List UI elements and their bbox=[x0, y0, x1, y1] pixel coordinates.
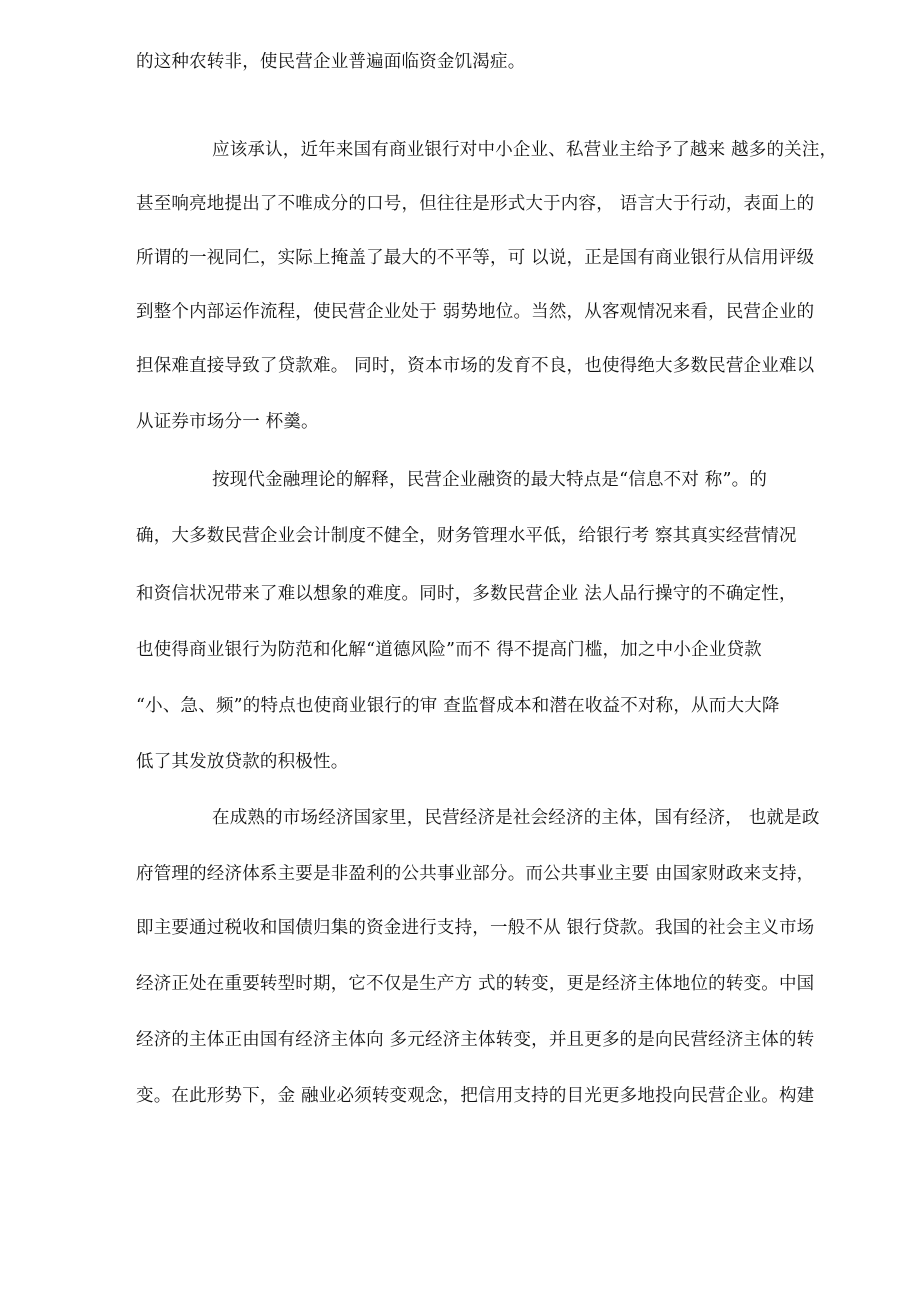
text-line-1: 的这种农转非，使民营企业普遍面临资金饥渴症。 bbox=[136, 52, 526, 72]
text-line-7: 从证券市场分一 杯羹。 bbox=[136, 412, 319, 432]
text-line-12: “小、急、频”的特点也使商业银行的审 查监督成本和潜在收益不对称，从而大大降 bbox=[136, 696, 780, 716]
text-line-4: 所谓的一视同仁，实际上掩盖了最大的不平等，可 以说，正是国有商业银行从信用评级 bbox=[136, 248, 815, 268]
text-line-17: 经济正处在重要转型时期，它不仅是生产方 式的转变，更是经济主体地位的转变。中国 bbox=[136, 974, 815, 994]
text-line-6: 担保难直接导致了贷款难。 同时，资本市场的发育不良，也使得绝大多数民营企业难以 bbox=[136, 356, 815, 376]
text-line-9: 确，大多数民营企业会计制度不健全，财务管理水平低，给银行考 察其真实经营情况 bbox=[136, 526, 797, 546]
text-line-14: 在成熟的市场经济国家里，民营经济是社会经济的主体，国有经济， 也就是政 bbox=[212, 808, 820, 828]
text-line-3: 甚至响亮地提出了不唯成分的口号，但往往是形式大于内容， 语言大于行动，表面上的 bbox=[136, 194, 815, 214]
text-line-11: 也使得商业银行为防范和化解“道德风险”而不 得不提高门槛，加之中小企业贷款 bbox=[136, 640, 762, 660]
text-line-19: 变。在此形势下，金 融业必须转变观念，把信用支持的目光更多地投向民营企业。构建 bbox=[136, 1086, 815, 1106]
text-line-5: 到整个内部运作流程，使民营企业处于 弱势地位。当然，从客观情况来看，民营企业的 bbox=[136, 302, 815, 322]
text-line-10: 和资信状况带来了难以想象的难度。同时，多数民营企业 法人品行操守的不确定性， bbox=[136, 584, 797, 604]
text-line-18: 经济的主体正由国有经济主体向 多元经济主体转变，并且更多的是向民营经济主体的转 bbox=[136, 1030, 815, 1050]
text-line-2: 应该承认，近年来国有商业银行对中小企业、私营业主给予了越来 越多的关注， bbox=[212, 140, 838, 160]
text-line-15: 府管理的经济体系主要是非盈利的公共事业部分。而公共事业主要 由国家财政来支持， bbox=[136, 864, 815, 884]
text-line-16: 即主要通过税收和国债归集的资金进行支持，一般不从 银行贷款。我国的社会主义市场 bbox=[136, 918, 815, 938]
text-line-13: 低了其发放贷款的积极性。 bbox=[136, 752, 349, 772]
text-line-8: 按现代金融理论的解释，民营企业融资的最大特点是“信息不对 称”。的 bbox=[212, 470, 768, 490]
